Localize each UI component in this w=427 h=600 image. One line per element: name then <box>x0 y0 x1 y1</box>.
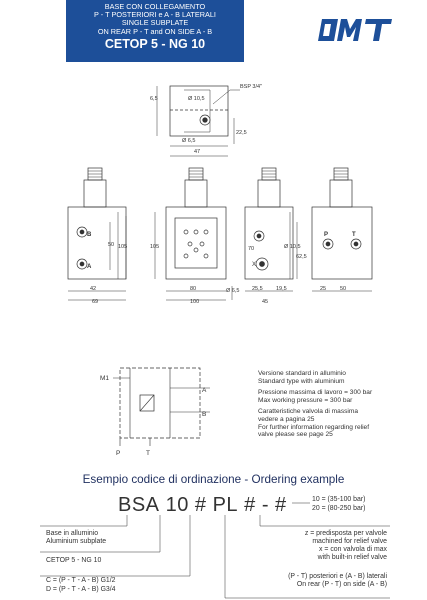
relief-option-x-en: with built-in relief valve <box>317 554 387 561</box>
thread-option-c: C = (P - T - A - B) G1/2 <box>46 577 116 584</box>
dim-front-w-total: 69 <box>92 299 99 305</box>
schem-m1: M1 <box>100 375 110 382</box>
dim-top-w1: 47 <box>194 149 201 155</box>
code-part-relief: # <box>244 494 256 516</box>
code-part-thread: # <box>194 494 207 516</box>
dim-side-d2: Ø 6,5 <box>226 288 240 294</box>
header-line-1: BASE CON COLLEGAMENTO <box>104 2 206 11</box>
front-view-drawing <box>68 168 126 300</box>
code-part-pressure: # <box>275 494 287 516</box>
dim-mid-w2: 100 <box>190 299 200 305</box>
relief-option-z-en: machined for relief valve <box>312 538 387 545</box>
pressure-option-20: 20 = (80-250 bar) <box>312 505 366 512</box>
port-label-a: A <box>87 264 92 270</box>
dim-side-h1: 70 <box>248 246 255 252</box>
header-line-2: P - T POSTERIORI e A - B LATERALI <box>94 10 216 20</box>
base-material-en: Aluminium subplate <box>46 538 107 545</box>
dim-mid-h: 105 <box>150 244 160 250</box>
dim-top-port: BSP 3/4" <box>240 84 263 90</box>
port-label-p: P <box>324 232 329 238</box>
note-en-3: For further information regarding relief <box>258 423 370 431</box>
note-it-2: Pressione massima di lavoro = 300 bar <box>258 389 373 397</box>
note-it-3b: vedere a pagina 25 <box>258 415 315 423</box>
middle-view-drawing <box>155 168 226 300</box>
port-label-t: T <box>352 232 356 238</box>
spec-notes <box>258 370 372 443</box>
hydraulic-schematic <box>113 368 210 446</box>
dim-top-d2: Ø 6,5 <box>182 138 196 144</box>
note-en-2: Max working pressure = 300 bar <box>258 396 353 404</box>
dim-front-h1: 50 <box>108 242 115 248</box>
dim-side-d1: Ø 10,5 <box>284 244 301 250</box>
header-line-4: ON REAR P - T and ON SIDE A - B <box>97 26 213 36</box>
dim-top-h2: 22,5 <box>236 130 247 136</box>
dim-front-w-base: 42 <box>90 286 97 292</box>
dim-side-w1: 25,5 <box>252 286 263 292</box>
schem-p: P <box>116 450 121 457</box>
schem-b: B <box>202 411 207 418</box>
schem-t: T <box>146 450 150 457</box>
port-label-b: B <box>87 232 92 238</box>
header-line-3: SINGLE SUBPLATE <box>121 18 189 28</box>
thread-option-d: D = (P - T - A - B) G3/4 <box>46 586 116 593</box>
right-view-drawing <box>312 168 372 291</box>
dim-side-h2: 62,5 <box>296 254 307 260</box>
code-part-type: PL <box>212 494 239 516</box>
note-it-1: Versione standard in alluminio <box>258 370 346 377</box>
base-material-it: Base in alluminio <box>46 530 99 537</box>
dim-side-w2: 45 <box>262 299 269 305</box>
dim-mid-w1: 80 <box>190 286 197 292</box>
schem-a: A <box>202 387 207 394</box>
dim-top-h1: 6,5 <box>150 96 158 102</box>
code-part-series: BSA <box>118 494 160 516</box>
dim-top-d1: Ø 10,5 <box>188 96 205 102</box>
side-view-drawing <box>232 168 297 300</box>
note-en-3b: valve please see page 25 <box>258 431 333 439</box>
code-part-size: 10 <box>165 494 189 516</box>
connection-en: On rear (P - T) on side (A - B) <box>296 581 387 588</box>
dim-front-h2: 105 <box>118 244 128 250</box>
ordering-title: Esempio codice di ordinazione - Ordering example <box>82 473 345 486</box>
code-part-dash: - <box>261 494 269 516</box>
dim-right-w1: 25 <box>320 286 327 292</box>
note-it-3: Caratteristiche valvola di massima <box>258 408 359 416</box>
pressure-option-10: 10 = (35-100 bar) <box>312 496 366 503</box>
relief-option-z-it: z = predisposta per valvole <box>304 530 387 537</box>
dim-right-w2: 50 <box>340 286 347 292</box>
dim-side-w3: 19,5 <box>276 286 287 292</box>
port-label-x: X <box>252 262 257 268</box>
relief-option-x-it: x = con valvola di max <box>319 546 387 553</box>
order-code <box>118 494 287 517</box>
header-model: CETOP 5 - NG 10 <box>104 36 206 51</box>
connection-it: (P - T) posteriori e (A - B) laterali <box>288 573 387 580</box>
cetop-size: CETOP 5 - NG 10 <box>46 557 102 564</box>
note-en-1: Standard type with aluminium <box>258 377 345 385</box>
